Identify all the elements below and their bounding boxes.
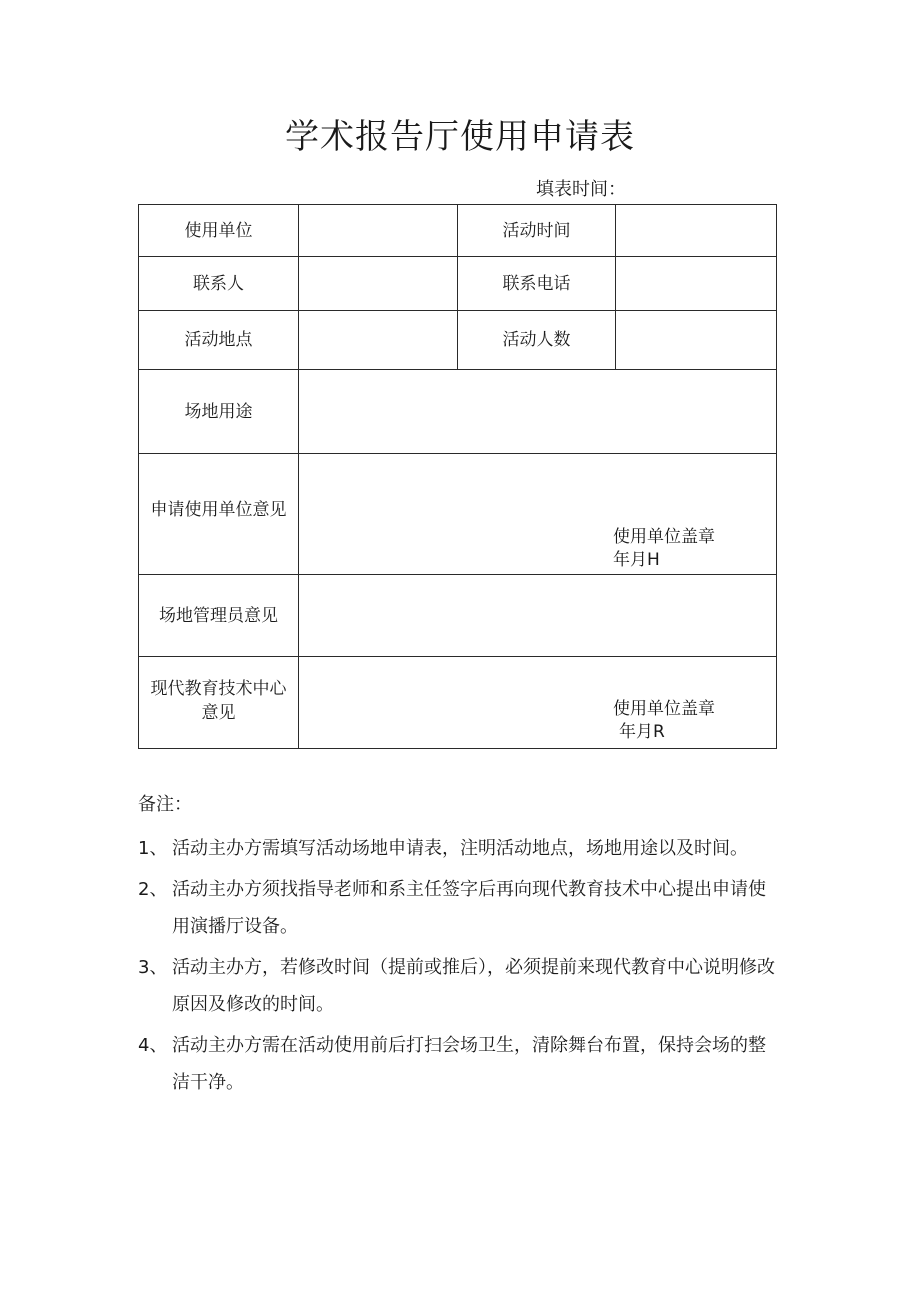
applicant-opinion-label bbox=[139, 454, 299, 575]
note-text: 活动主办方，若修改时间（提前或推后），必须提前来现代教育中心说明修改原因及修改的时间。 bbox=[172, 957, 775, 1015]
table-row bbox=[139, 257, 777, 311]
activity-time-field[interactable] bbox=[616, 205, 777, 257]
notes-section bbox=[138, 790, 780, 1105]
purpose-field[interactable] bbox=[299, 370, 777, 454]
note-number: 3、 bbox=[138, 957, 168, 978]
note-item bbox=[138, 830, 780, 867]
note-text: 活动主办方需填写活动场地申请表，注明活动地点，场地用途以及时间。 bbox=[172, 838, 748, 859]
center-opinion-text: 现代教育技术中心意见 bbox=[150, 678, 287, 723]
manager-opinion-label: 场地管理员意见 bbox=[139, 575, 299, 657]
note-number: 1、 bbox=[138, 838, 168, 859]
applicant-date-text: 年月H bbox=[613, 550, 660, 570]
center-opinion-label bbox=[139, 657, 299, 749]
note-item bbox=[138, 871, 780, 945]
unit-label: 使用单位 bbox=[139, 205, 299, 257]
table-row bbox=[139, 575, 777, 657]
applicant-opinion-text: 申请使用单位意见 bbox=[150, 500, 287, 520]
table-row bbox=[139, 311, 777, 370]
phone-field[interactable] bbox=[616, 257, 777, 311]
manager-opinion-field[interactable] bbox=[299, 575, 777, 657]
table-row bbox=[139, 205, 777, 257]
phone-label: 联系电话 bbox=[458, 257, 616, 311]
center-stamp-block bbox=[613, 698, 715, 744]
note-number: 4、 bbox=[138, 1035, 168, 1056]
fill-time-label: 填表时间： bbox=[536, 179, 626, 200]
people-field[interactable] bbox=[616, 311, 777, 370]
note-number: 2、 bbox=[138, 879, 168, 900]
applicant-opinion-field[interactable] bbox=[299, 454, 777, 575]
place-label: 活动地点 bbox=[139, 311, 299, 370]
activity-time-label: 活动时间 bbox=[458, 205, 616, 257]
note-item bbox=[138, 949, 780, 1023]
center-opinion-field[interactable] bbox=[299, 657, 777, 749]
applicant-stamp-text: 使用单位盖章 bbox=[613, 527, 715, 547]
table-row bbox=[139, 657, 777, 749]
application-form-table bbox=[138, 204, 777, 749]
place-field[interactable] bbox=[299, 311, 458, 370]
applicant-stamp-block bbox=[613, 526, 715, 572]
page-title: 学术报告厅使用申请表 bbox=[285, 117, 635, 157]
contact-field[interactable] bbox=[299, 257, 458, 311]
table-row bbox=[139, 454, 777, 575]
people-label: 活动人数 bbox=[458, 311, 616, 370]
table-row bbox=[139, 370, 777, 454]
center-stamp-text: 使用单位盖章 bbox=[613, 699, 715, 719]
note-text: 活动主办方须找指导老师和系主任签字后再向现代教育技术中心提出申请使用演播厅设备。 bbox=[172, 879, 766, 937]
center-date-text: 年月R bbox=[619, 722, 665, 742]
note-text: 活动主办方需在活动使用前后打扫会场卫生，清除舞台布置，保持会场的整洁干净。 bbox=[172, 1035, 766, 1093]
purpose-label: 场地用途 bbox=[139, 370, 299, 454]
notes-heading: 备注： bbox=[138, 794, 192, 815]
note-item bbox=[138, 1027, 780, 1101]
contact-label: 联系人 bbox=[139, 257, 299, 311]
unit-field[interactable] bbox=[299, 205, 458, 257]
